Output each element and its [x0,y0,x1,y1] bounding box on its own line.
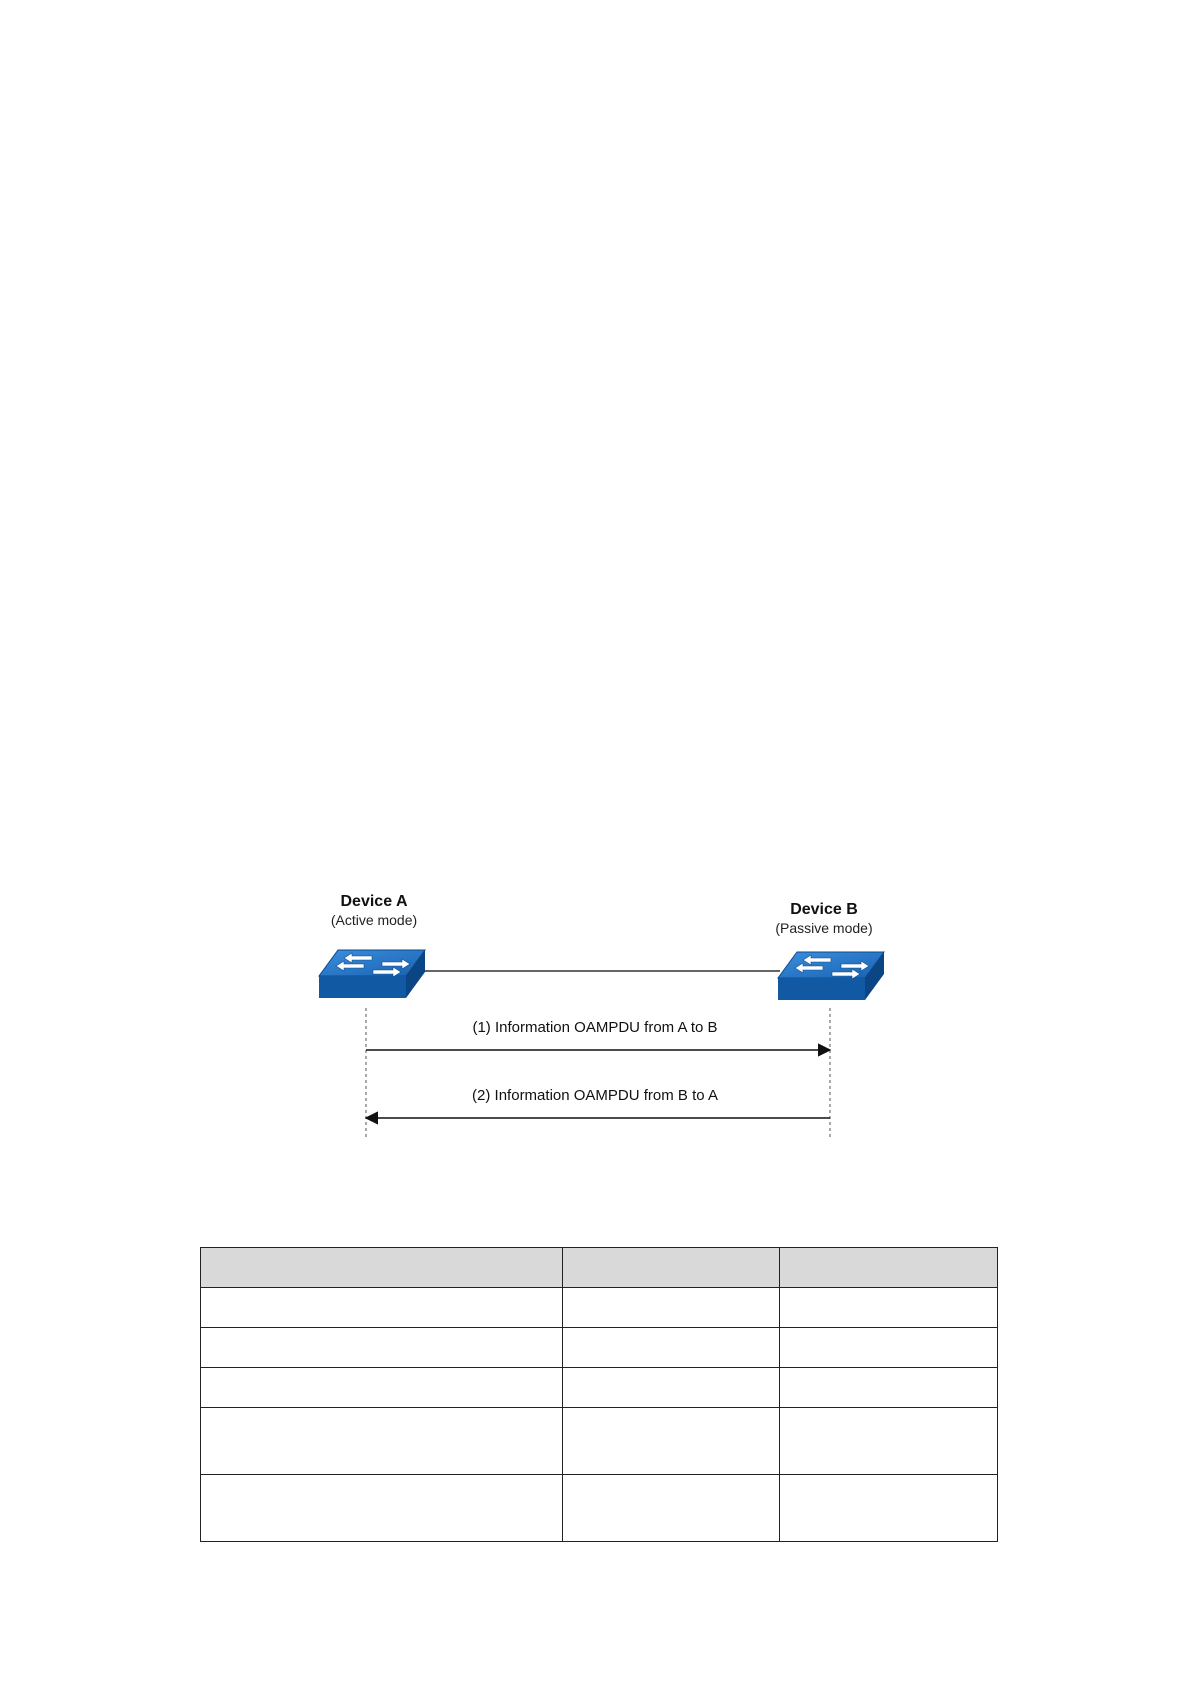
table-cell [780,1408,998,1475]
device-b-title: Device B [790,901,858,918]
device-b-mode: (Passive mode) [775,920,873,936]
device-a-switch-icon [319,950,425,998]
table-cell [780,1475,998,1542]
table-header-cell [562,1248,780,1288]
table-cell [562,1408,780,1475]
table-cell [201,1328,563,1368]
table-cell [562,1368,780,1408]
table-cell [562,1475,780,1542]
message-label-2: (2) Information OAMPDU from B to A [472,1087,718,1104]
device-a-mode: (Active mode) [330,912,418,928]
device-a-title: Device A [340,893,408,910]
message-label-1: (1) Information OAMPDU from A to B [472,1019,718,1036]
table-row [201,1408,998,1475]
table-cell [201,1408,563,1475]
table-row [201,1288,998,1328]
device-b-switch-icon [778,952,884,1000]
table-header-cell [780,1248,998,1288]
table-cell [562,1328,780,1368]
table-cell [201,1288,563,1328]
table-row [201,1368,998,1408]
table-cell [201,1368,563,1408]
table-row [201,1475,998,1542]
oam-mode-table [200,1247,998,1542]
table-cell [201,1475,563,1542]
table-header-row [201,1248,998,1288]
table-header-cell [201,1248,563,1288]
table-cell [780,1328,998,1368]
table-row [201,1328,998,1368]
table-cell [780,1288,998,1328]
table-cell [780,1368,998,1408]
table-cell [562,1288,780,1328]
